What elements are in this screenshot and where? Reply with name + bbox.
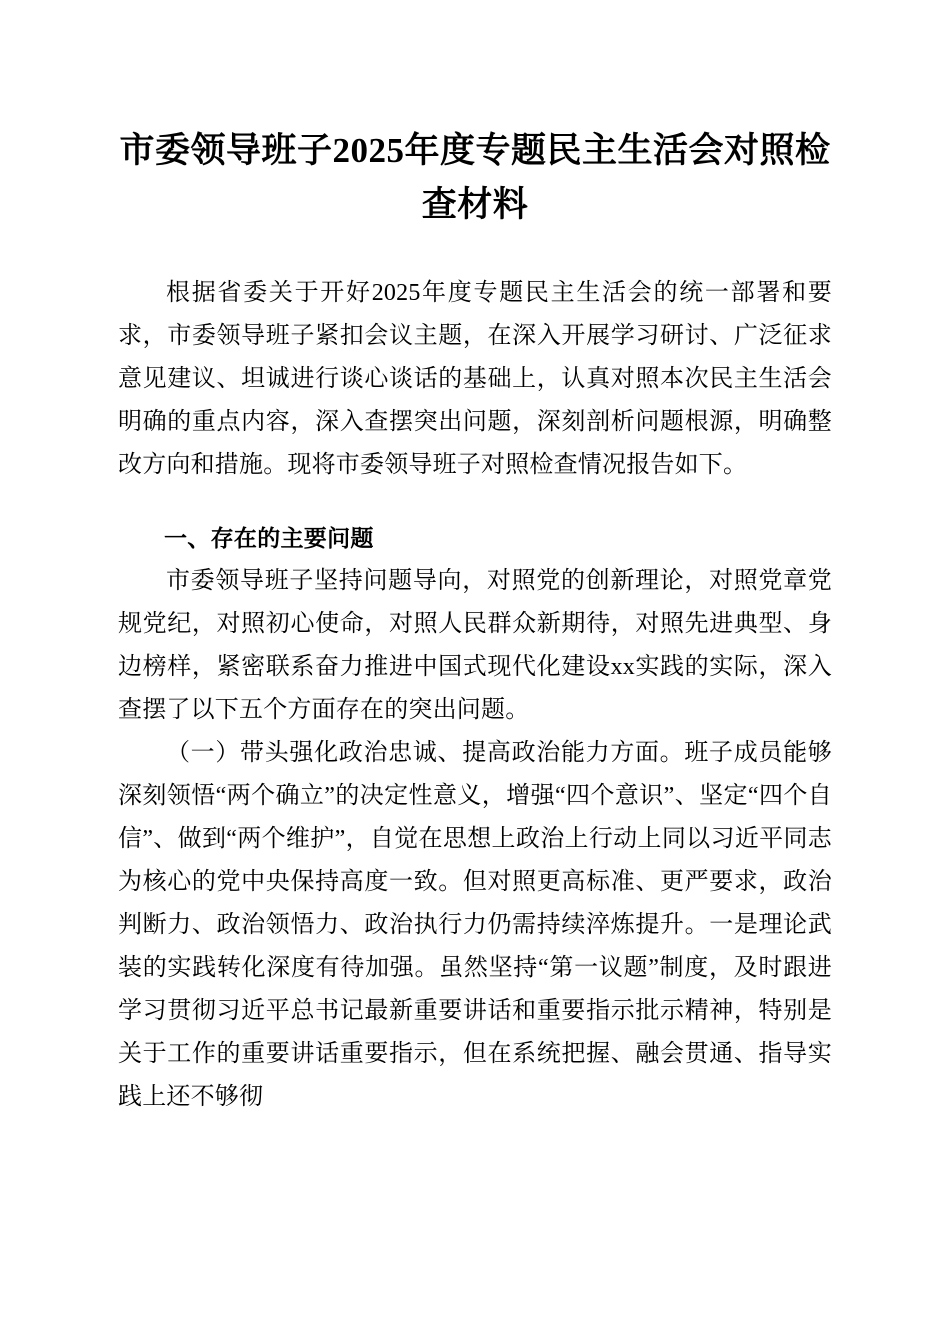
subsection-paragraph-political-loyalty: （一）带头强化政治忠诚、提高政治能力方面。班子成员能够深刻领悟“两个确立”的决定性意义，增强“四个意识”、坚定“四个自信”、做到“两个维护”，自觉在思想上政治上行动上同以习近平同志为核心的党中央保持高度一致。但对照更高标准、更严要求，政治判断力、政治领悟力、政治执行力仍需持续淬炼提升。一是理论武装的实践转化深度有待加强。虽然坚持“第一议题”制度，及时跟进学习贯彻习近平总书记最新重要讲话和重要指示批示精神，特别是关于工作的重要讲话重要指示，但在系统把握、融会贯通、指导实践上还不够彻	[118, 740, 832, 1110]
document-content-column	[118, 0, 832, 1119]
intro-paragraph: 根据省委关于开好2025年度专题民主生活会的统一部署和要求，市委领导班子紧扣会议主题，在深入开展学习研讨、广泛征求意见建议、坦诚进行谈心谈话的基础上，认真对照本次民主生活会明确的重点内容，深入查摆突出问题，深刻剖析问题根源，明确整改方向和措施。现将市委领导班子对照检查情况报告如下。	[118, 280, 832, 478]
page-title: 市委领导班子2025年度专题民主生活会对照检查材料	[119, 131, 831, 224]
section-heading-main-problems: 一、存在的主要问题	[164, 525, 374, 551]
section-paragraph-overview: 市委领导班子坚持问题导向，对照党的创新理论，对照党章党规党纪，对照初心使命，对照人民群众新期待，对照先进典型、身边榜样，紧密联系奋力推进中国式现代化建设xx实践的实际，深入查摆了以下五个方面存在的突出问题。	[118, 568, 832, 723]
